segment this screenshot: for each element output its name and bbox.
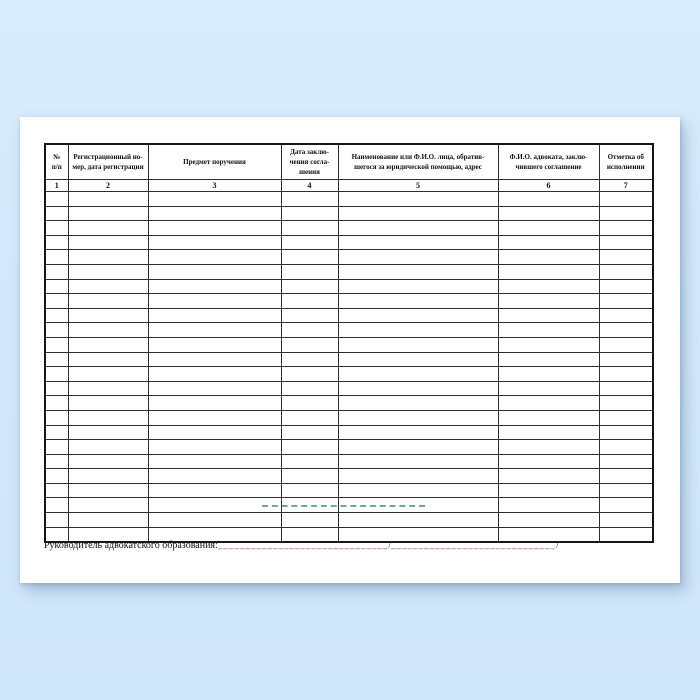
table-row bbox=[45, 323, 653, 338]
table-cell bbox=[599, 498, 653, 513]
table-cell bbox=[45, 367, 68, 382]
table-cell bbox=[599, 483, 653, 498]
table-cell bbox=[338, 323, 498, 338]
table-cell bbox=[498, 352, 599, 367]
table-row bbox=[45, 440, 653, 455]
table-cell bbox=[148, 250, 281, 265]
table-cell bbox=[599, 192, 653, 207]
table-cell bbox=[45, 279, 68, 294]
table-cell bbox=[281, 192, 338, 207]
table-cell bbox=[338, 235, 498, 250]
table-cell bbox=[498, 513, 599, 528]
table-cell bbox=[338, 513, 498, 528]
table-cell bbox=[281, 513, 338, 528]
table-cell bbox=[281, 323, 338, 338]
column-header: Отметка об исполнении bbox=[599, 144, 653, 180]
table-cell bbox=[498, 337, 599, 352]
table-cell bbox=[281, 221, 338, 236]
table-cell bbox=[498, 410, 599, 425]
table-cell bbox=[498, 279, 599, 294]
table-cell bbox=[148, 308, 281, 323]
table-cell bbox=[68, 425, 148, 440]
table-cell bbox=[68, 396, 148, 411]
table-cell bbox=[281, 352, 338, 367]
table-cell bbox=[599, 469, 653, 484]
table-cell bbox=[45, 264, 68, 279]
table-row bbox=[45, 250, 653, 265]
table-cell bbox=[45, 294, 68, 309]
table-cell bbox=[599, 410, 653, 425]
table-cell bbox=[148, 192, 281, 207]
table-cell bbox=[68, 279, 148, 294]
table-cell bbox=[599, 454, 653, 469]
column-number-cell: 2 bbox=[68, 180, 148, 192]
table-cell bbox=[45, 323, 68, 338]
table-cell bbox=[68, 337, 148, 352]
table-cell bbox=[599, 352, 653, 367]
table-cell bbox=[599, 264, 653, 279]
table-cell bbox=[148, 352, 281, 367]
table-cell bbox=[498, 235, 599, 250]
table-cell bbox=[498, 454, 599, 469]
table-row bbox=[45, 483, 653, 498]
table-row bbox=[45, 308, 653, 323]
table-row bbox=[45, 206, 653, 221]
table-cell bbox=[45, 235, 68, 250]
table-cell bbox=[68, 221, 148, 236]
table-cell bbox=[68, 367, 148, 382]
table-cell bbox=[148, 367, 281, 382]
table-cell bbox=[498, 323, 599, 338]
table-cell bbox=[498, 206, 599, 221]
column-number-cell: 4 bbox=[281, 180, 338, 192]
table-cell bbox=[45, 498, 68, 513]
table-cell bbox=[45, 250, 68, 265]
signature-row bbox=[44, 540, 656, 551]
table-cell bbox=[68, 206, 148, 221]
table-cell bbox=[498, 498, 599, 513]
table-row bbox=[45, 367, 653, 382]
table-row bbox=[45, 337, 653, 352]
table-cell bbox=[281, 396, 338, 411]
table-cell bbox=[599, 337, 653, 352]
table-cell bbox=[281, 498, 338, 513]
table-cell bbox=[68, 264, 148, 279]
table-row bbox=[45, 294, 653, 309]
table-row bbox=[45, 192, 653, 207]
table-cell bbox=[45, 469, 68, 484]
table-cell bbox=[498, 483, 599, 498]
table-cell bbox=[599, 235, 653, 250]
table-cell bbox=[45, 483, 68, 498]
table-cell bbox=[45, 381, 68, 396]
table-cell bbox=[338, 294, 498, 309]
table-cell bbox=[148, 440, 281, 455]
table-row bbox=[45, 498, 653, 513]
column-number-cell: 7 bbox=[599, 180, 653, 192]
column-number-row bbox=[45, 180, 653, 192]
table-row bbox=[45, 381, 653, 396]
table-cell bbox=[148, 337, 281, 352]
column-number-cell: 1 bbox=[45, 180, 68, 192]
table-cell bbox=[338, 264, 498, 279]
table-cell bbox=[338, 425, 498, 440]
signature-line-1: _______________________________ bbox=[217, 540, 389, 550]
table-cell bbox=[45, 352, 68, 367]
table-cell bbox=[338, 498, 498, 513]
table-cell bbox=[599, 396, 653, 411]
table-row bbox=[45, 352, 653, 367]
table-cell bbox=[68, 192, 148, 207]
table-row bbox=[45, 279, 653, 294]
table-cell bbox=[338, 192, 498, 207]
table-cell bbox=[148, 294, 281, 309]
signature-label: Руководитель адвокатского образования: bbox=[44, 540, 218, 551]
table-cell bbox=[148, 410, 281, 425]
column-header: Предмет поручения bbox=[148, 144, 281, 180]
table-cell bbox=[148, 425, 281, 440]
table-cell bbox=[68, 410, 148, 425]
table-cell bbox=[599, 425, 653, 440]
table-cell bbox=[45, 410, 68, 425]
table-cell bbox=[498, 264, 599, 279]
column-header: Ф.И.О. адвоката, заклю- чившего соглашение bbox=[498, 144, 599, 180]
table-row bbox=[45, 396, 653, 411]
column-number-cell: 6 bbox=[498, 180, 599, 192]
table-cell bbox=[599, 323, 653, 338]
table-cell bbox=[68, 483, 148, 498]
table-cell bbox=[148, 396, 281, 411]
table-cell bbox=[498, 381, 599, 396]
table-cell bbox=[148, 279, 281, 294]
table-cell bbox=[281, 381, 338, 396]
table-cell bbox=[45, 337, 68, 352]
table-cell bbox=[498, 396, 599, 411]
table-cell bbox=[281, 250, 338, 265]
table-cell bbox=[148, 513, 281, 528]
table-cell bbox=[45, 206, 68, 221]
table-cell bbox=[498, 469, 599, 484]
column-header: Дата заклю- чения согла- шения bbox=[281, 144, 338, 180]
table-cell bbox=[68, 323, 148, 338]
table-cell bbox=[338, 367, 498, 382]
table-cell bbox=[599, 308, 653, 323]
table-cell bbox=[281, 454, 338, 469]
table-cell bbox=[148, 469, 281, 484]
table-cell bbox=[68, 250, 148, 265]
table-cell bbox=[281, 440, 338, 455]
table-cell bbox=[338, 410, 498, 425]
table-cell bbox=[281, 294, 338, 309]
table-cell bbox=[45, 221, 68, 236]
table-row bbox=[45, 235, 653, 250]
table-cell bbox=[45, 454, 68, 469]
table-cell bbox=[498, 367, 599, 382]
table-cell bbox=[281, 308, 338, 323]
table-cell bbox=[68, 352, 148, 367]
table-cell bbox=[45, 192, 68, 207]
table-cell bbox=[68, 454, 148, 469]
table-cell bbox=[338, 454, 498, 469]
signature-line-2: ______________________________ bbox=[391, 540, 557, 550]
table-cell bbox=[148, 381, 281, 396]
table-cell bbox=[599, 513, 653, 528]
table-row bbox=[45, 425, 653, 440]
table-cell bbox=[599, 381, 653, 396]
table-cell bbox=[338, 250, 498, 265]
table-cell bbox=[338, 221, 498, 236]
table-cell bbox=[498, 308, 599, 323]
table-cell bbox=[281, 279, 338, 294]
separator-slash-2: / bbox=[556, 540, 559, 551]
table-cell bbox=[148, 498, 281, 513]
table-cell bbox=[498, 440, 599, 455]
table-cell bbox=[281, 425, 338, 440]
table-cell bbox=[498, 221, 599, 236]
table-cell bbox=[338, 381, 498, 396]
table-cell bbox=[281, 264, 338, 279]
table-cell bbox=[281, 483, 338, 498]
table-cell bbox=[281, 410, 338, 425]
table-cell bbox=[45, 425, 68, 440]
table-cell bbox=[498, 294, 599, 309]
table-cell bbox=[338, 337, 498, 352]
table-cell bbox=[599, 279, 653, 294]
table-cell bbox=[68, 498, 148, 513]
column-header: № п/п bbox=[45, 144, 68, 180]
column-header: Наименование или Ф.И.О. лица, обратив- шегося за юридической помощью, адрес bbox=[338, 144, 498, 180]
table-cell bbox=[68, 294, 148, 309]
table-cell bbox=[338, 308, 498, 323]
table-cell bbox=[281, 469, 338, 484]
table-cell bbox=[338, 440, 498, 455]
table-cell bbox=[68, 440, 148, 455]
table-cell bbox=[599, 250, 653, 265]
table-cell bbox=[281, 337, 338, 352]
table-cell bbox=[498, 425, 599, 440]
table-cell bbox=[338, 396, 498, 411]
table-row bbox=[45, 410, 653, 425]
table-cell bbox=[599, 206, 653, 221]
table-cell bbox=[599, 294, 653, 309]
column-number-cell: 3 bbox=[148, 180, 281, 192]
table-row bbox=[45, 264, 653, 279]
table-row bbox=[45, 469, 653, 484]
table-cell bbox=[599, 221, 653, 236]
table-cell bbox=[338, 469, 498, 484]
column-header: Регистрационный но- мер, дата регистрации bbox=[68, 144, 148, 180]
table-row bbox=[45, 221, 653, 236]
table-cell bbox=[68, 469, 148, 484]
table-cell bbox=[281, 367, 338, 382]
table-cell bbox=[68, 235, 148, 250]
table-cell bbox=[338, 279, 498, 294]
table-cell bbox=[148, 264, 281, 279]
table-cell bbox=[45, 308, 68, 323]
table-cell bbox=[281, 235, 338, 250]
table-cell bbox=[148, 221, 281, 236]
table-cell bbox=[68, 381, 148, 396]
table-cell bbox=[45, 513, 68, 528]
table-cell bbox=[498, 192, 599, 207]
separator-slash-1: / bbox=[388, 540, 392, 551]
table-cell bbox=[148, 235, 281, 250]
column-number-cell: 5 bbox=[338, 180, 498, 192]
registration-journal-table bbox=[44, 143, 654, 543]
table-cell bbox=[68, 308, 148, 323]
table-row bbox=[45, 454, 653, 469]
table-cell bbox=[599, 440, 653, 455]
table-cell bbox=[68, 513, 148, 528]
table-cell bbox=[148, 483, 281, 498]
table-cell bbox=[338, 483, 498, 498]
table-cell bbox=[45, 396, 68, 411]
table-cell bbox=[599, 367, 653, 382]
table-cell bbox=[148, 206, 281, 221]
table-cell bbox=[148, 454, 281, 469]
document-page bbox=[20, 117, 680, 583]
table-row bbox=[45, 513, 653, 528]
table-cell bbox=[148, 323, 281, 338]
table-header-row bbox=[45, 144, 653, 180]
table-cell bbox=[338, 352, 498, 367]
table-cell bbox=[281, 206, 338, 221]
table-cell bbox=[498, 250, 599, 265]
table-cell bbox=[45, 440, 68, 455]
table-cell bbox=[338, 206, 498, 221]
